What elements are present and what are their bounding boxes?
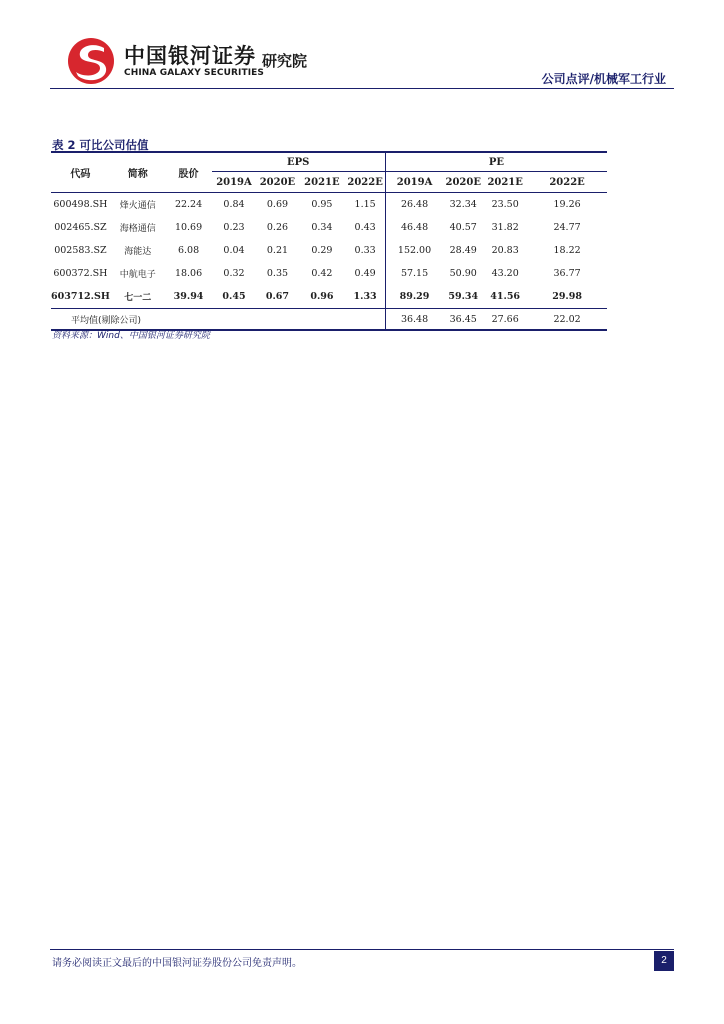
cell-pe: 40.57 [449, 222, 477, 233]
cell-pe: 26.48 [385, 193, 443, 217]
galaxy-logo-icon [66, 36, 116, 86]
header-divider [50, 88, 674, 89]
cell-pe: 41.56 [483, 285, 527, 309]
header-eps: EPS [212, 152, 386, 172]
cell-avg-pe: 36.45 [443, 309, 483, 331]
cell-eps: 1.33 [345, 285, 385, 309]
cell-eps: 0.23 [223, 222, 245, 233]
footer-disclaimer: 请务必阅读正文最后的中国银河证券股份公司免责声明。 [52, 958, 302, 969]
cell-name: 海格通信 [119, 224, 156, 234]
cell-price: 22.24 [174, 199, 203, 210]
footer-divider [50, 949, 674, 950]
cell-pe: 18.22 [553, 245, 581, 256]
cell-eps: 0.26 [266, 222, 289, 233]
cell-name: 海能达 [124, 247, 152, 257]
cell-eps: 0.35 [266, 268, 289, 279]
cell-pe: 31.82 [491, 222, 519, 233]
cell-pe: 23.50 [491, 199, 519, 210]
average-label: 平均值(剔除公司) [51, 309, 385, 331]
cell-eps: 0.84 [223, 199, 245, 210]
table-source-note: 资料来源：Wind、中国银河证券研究院 [52, 331, 210, 341]
cell-pe: 50.90 [449, 268, 477, 279]
cell-pe: 57.15 [385, 262, 443, 285]
cell-eps: 0.32 [223, 268, 245, 279]
header-price: 股价 [166, 152, 212, 193]
header-code: 代码 [51, 152, 110, 193]
cell-name: 七一二 [110, 285, 166, 309]
cell-pe: 19.26 [553, 199, 581, 210]
cell-eps: 0.67 [256, 285, 298, 309]
cell-code: 600498.SH [53, 199, 108, 210]
table-row-target [51, 285, 607, 309]
logo-institute: 研究院 [262, 52, 308, 70]
cell-name: 中航电子 [119, 270, 156, 280]
cell-pe: 32.34 [449, 199, 477, 210]
cell-pe: 29.98 [527, 285, 607, 309]
cell-avg-pe: 22.02 [527, 309, 607, 331]
cell-price: 6.08 [177, 245, 200, 256]
cell-eps: 0.21 [266, 245, 289, 256]
cell-avg-pe: 27.66 [483, 309, 527, 331]
cell-name: 烽火通信 [119, 201, 156, 211]
cell-code: 600372.SH [53, 268, 108, 279]
cell-pe: 46.48 [385, 216, 443, 239]
header-eps-year: 2022E [345, 172, 385, 193]
table-row [51, 262, 607, 285]
cell-eps: 0.96 [298, 285, 345, 309]
cell-pe: 43.20 [491, 268, 519, 279]
valuation-table [51, 151, 607, 331]
cell-eps: 0.69 [266, 199, 289, 210]
cell-pe: 59.34 [443, 285, 483, 309]
logo-english-name: CHINA GALAXY SECURITIES [124, 68, 264, 78]
cell-price: 10.69 [174, 222, 203, 233]
report-section-label: 公司点评/机械军工行业 [541, 72, 666, 86]
header-eps-year: 2020E [256, 172, 298, 193]
logo-chinese-name: 中国银河证券 [124, 44, 256, 68]
cell-eps: 0.45 [212, 285, 257, 309]
table-caption: 表 2 可比公司估值 [52, 138, 149, 152]
cell-eps: 0.33 [354, 245, 376, 256]
cell-pe: 28.49 [449, 245, 477, 256]
cell-price: 39.94 [166, 285, 212, 309]
cell-pe: 36.77 [553, 268, 581, 279]
cell-eps: 0.04 [223, 245, 245, 256]
header-eps-year: 2021E [298, 172, 345, 193]
cell-price: 18.06 [174, 268, 203, 279]
header-pe-year: 2021E [483, 172, 527, 193]
cell-eps: 0.95 [311, 199, 333, 210]
page-header [50, 28, 674, 90]
cell-eps: 0.42 [311, 268, 333, 279]
header-pe-year: 2020E [443, 172, 483, 193]
table-row-average [51, 309, 607, 331]
cell-eps: 0.29 [311, 245, 333, 256]
cell-pe: 152.00 [385, 239, 443, 262]
cell-eps: 0.34 [311, 222, 333, 233]
table-row [51, 193, 607, 217]
header-name: 简称 [110, 152, 166, 193]
table-row [51, 216, 607, 239]
header-eps-year: 2019A [212, 172, 257, 193]
header-pe-year: 2019A [385, 172, 443, 193]
cell-eps: 0.43 [354, 222, 376, 233]
header-pe-year: 2022E [527, 172, 607, 193]
cell-avg-pe: 36.48 [385, 309, 443, 331]
cell-code: 002583.SZ [54, 245, 107, 256]
cell-eps: 0.49 [354, 268, 376, 279]
cell-eps: 1.15 [354, 199, 376, 210]
cell-pe: 24.77 [553, 222, 581, 233]
cell-code: 002465.SZ [54, 222, 107, 233]
header-pe: PE [385, 152, 607, 172]
page-number: 2 [654, 951, 674, 971]
cell-code: 603712.SH [51, 285, 110, 309]
cell-pe: 20.83 [491, 245, 519, 256]
table-row [51, 239, 607, 262]
cell-pe: 89.29 [385, 285, 443, 309]
